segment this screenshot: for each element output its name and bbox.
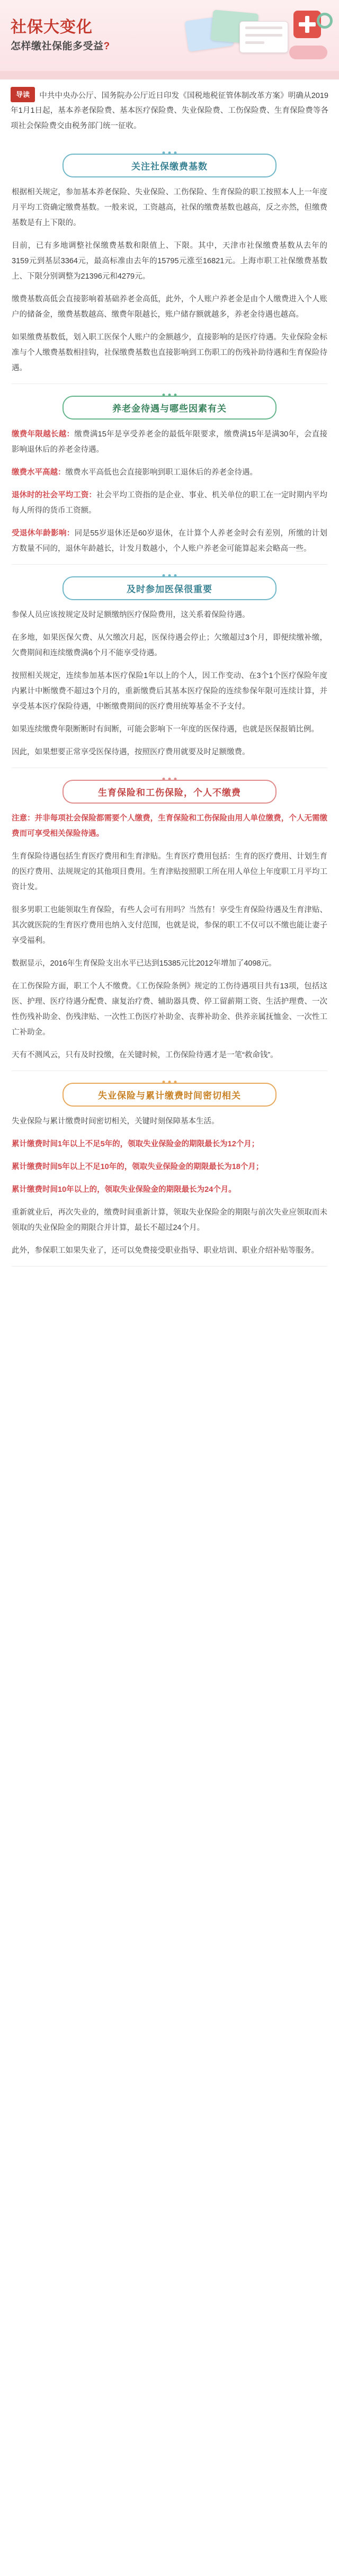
hero-banner: [0, 0, 339, 79]
paragraph: 很多男职工也能领取生育保险，有些人会可有用吗？当然有！享受生育保险待遇及生育津贴、其次就医院的生育医疗费用也纳入支付范围，也就是说，参保的职工不仅可以不缴也能让妻子享受福利。: [12, 905, 327, 945]
paragraph: 重新就业后，再次失业的，缴费时间重新计算，领取失业保险金的期限与前次失业应领取而未领取的失业保险金的期限合并计算，最长不超过24个月。: [12, 1208, 327, 1232]
section-divider: [12, 1266, 327, 1267]
lead-text: 中共中央办公厅、国务院办公厅近日印发《国税地税征管体制改革方案》明确从2019年1月1日起，基本养老保险费、基本医疗保险费、失业保险费、工伤保险费、生育保险费等各项社会保险费交由税务部门统一征收。: [11, 92, 328, 130]
section-heading-unemployment: [63, 1083, 276, 1107]
heading-dots-icon: [161, 1076, 179, 1086]
section-body-base: [0, 185, 339, 376]
paragraph: 目前，已有多地调整社保缴费基数和限值上、下限。其中，天津市社保缴费基数从去年的3159元到基层3364元，最高标准由去年的15795元涨至16821元。上海市职工社保缴费基数上、下限分别调整为21396元和4279元。: [12, 241, 327, 281]
section-maternity: [0, 769, 339, 1072]
pill-capsule-icon: [289, 46, 327, 59]
section-title: 失业保险与累计缴费时间密切相关: [63, 1083, 276, 1107]
section-heading-pension: [63, 396, 276, 420]
paragraph: 缴费水平高越：缴费水平高低也会直接影响到职工退休后的养老金待遇。: [12, 468, 257, 477]
paragraph: 在多地，如果医保欠费、从欠缴次月起，医保待遇会停止；欠缴超过3个月，即便续缴补缴，欠费期间和连续缴费满6个月不能享受待遇。: [12, 633, 327, 657]
paragraph: 退休时的社会平均工资：社会平均工资指的是企业、事业、机关单位的职工在一定时期内平均每人所得的货币工资额。: [12, 491, 328, 515]
paragraph: 如果缴费基数低，划入职工医保个人账户的金额越少，直接影响的是医疗待遇。失业保险金标准与个人缴费基数相挂钩，社保缴费基数也直接影响到工伤职工的伤残补助待遇和生育保险待遇。: [12, 333, 327, 372]
document-icon: [239, 21, 288, 53]
page-subtitle: [11, 38, 110, 52]
paragraph: 累计缴费时间10年以上的，领取失业保险金的期限最长为24个月。: [12, 1185, 236, 1194]
paragraph: 因此，如果想要正常享受医保待遇，按照医疗费用就要及时足额缴费。: [12, 747, 250, 756]
hero-illustration: [180, 0, 339, 79]
lead-tag: 导读: [11, 87, 35, 102]
section-title: 关注社保缴费基数: [63, 154, 276, 177]
section-body-pension: [0, 427, 339, 557]
paragraph: 受退休年龄影响：同是55岁退休还是60岁退休，在计算个人养老金时会有差别，所缴的计划方数量不同的，退休年龄越长，计发月数越小，个人账户养老金可能算起来会略高一些。: [12, 529, 328, 553]
paragraph: 在工伤保险方面，职工个人不缴费。《工伤保险条例》规定的工伤待遇项目共有13项，包括这医、护理、医疗待遇分配费、康复治疗费、辅助器具费、停工留薪期工资、生活护理费、一次性伤残补助金、伤残津贴、一次性工伤医疗补助金、丧葬补助金、供养亲属抚恤金、一次性工亡补助金。: [12, 982, 327, 1037]
paragraph: 累计缴费时间5年以上不足10年的，领取失业保险金的期限最长为18个月；: [12, 1162, 264, 1171]
paragraph: 根据相关规定，参加基本养老保险、失业保险、工伤保险、生育保险的职工按照本人上一年度月平均工资确定缴费基数。一般来说，工资越高，社保的缴费基数也越高，反之亦然，但缴费基数是有上下限的。: [12, 188, 327, 227]
heading-dots-icon: [161, 147, 179, 157]
heading-dots-icon: [161, 570, 179, 580]
paragraph: 按照相关规定，连续参加基本医疗保险1年以上的个人，因工作变动、在3个1个医疗保险年度内累计中断缴费不超过3个月的，重新缴费后其基本医疗保险的连续参保年限可连续计算，并享受基本医疗保险待遇，中断缴费期间的医疗费用统筹基金不予支付。: [12, 671, 327, 711]
paragraph: 如果连续缴费年限断断时有间断，可能会影响下一年度的医保待遇，也就是医保报销比例。: [12, 725, 319, 734]
medical-cross-icon: [293, 11, 321, 38]
article-page: [0, 0, 339, 1281]
section-heading-base: [63, 154, 276, 177]
article-sections: [0, 143, 339, 1268]
page-subtitle-text: 怎样缴社保能多受益: [11, 41, 104, 52]
paragraph: 生育保险待遇包括生育医疗费用和生育津贴。生育医疗费用包括：生育的医疗费用、计划生育的医疗费用、法规规定的其他项目费用。生育津贴按照职工所在用人单位上年度职工月平均工资计发。: [12, 852, 327, 892]
section-title: 生育保险和工伤保险，个人不缴费: [63, 780, 276, 804]
section-body-maternity: [0, 849, 339, 1063]
section-pension: [0, 385, 339, 566]
page-title: 社保大变化: [11, 19, 93, 36]
section-notice-maternity: 注意：并非每项社会保险都需要个人缴费，生育保险和工伤保险由用人单位缴费，个人无需缴费而可享受相关保险待遇。: [12, 814, 327, 838]
paragraph: 数据显示，2016年生育保险支出水平已达到15385元比2012年增加了4098元。: [12, 959, 276, 968]
section-title: 养老金待遇与哪些因素有关: [63, 396, 276, 420]
paragraph: 缴费年限越长越：缴费满15年是享受养老金的最低年限要求，缴费满15年是满30年，会直接影响退休后的养老金待遇。: [12, 430, 327, 454]
paragraph: 此外，参保职工如果失业了，还可以免费接受职业指导、职业培训、职业介绍补贴等服务。: [12, 1246, 319, 1255]
heading-dots-icon: [161, 773, 179, 783]
section-heading-medical: [63, 576, 276, 600]
heading-dots-icon: [161, 389, 179, 399]
section-body-medical: [0, 608, 339, 760]
paragraph: 天有不测风云，只有及时投缴，在关键时候，工伤保险待遇才是一笔“救命钱”。: [12, 1050, 278, 1059]
lead-paragraph: [0, 79, 339, 143]
hero-divider: [0, 71, 339, 79]
stethoscope-ring-icon: [317, 13, 333, 29]
paragraph: 缴费基数高低会直接影响着基础养老金高低，此外，个人账户养老金是由个人缴费进入个人账户的储备金，缴费基数越高、缴费年限越长，账户储存额就越多，养老金待遇也越高。: [12, 295, 327, 319]
section-body-unemployment: [0, 1114, 339, 1259]
section-heading-maternity: [63, 780, 276, 804]
section-medical: [0, 566, 339, 769]
paragraph: 累计缴费时间1年以上不足5年的，领取失业保险金的期限最长为12个月；: [12, 1139, 260, 1148]
paragraph: 失业保险与累计缴费时间密切相关，关键时刻保障基本生活。: [12, 1117, 219, 1126]
page-subtitle-mark: ?: [103, 41, 110, 52]
section-title: 及时参加医保很重要: [63, 576, 276, 600]
section-unemployment: [0, 1072, 339, 1268]
section-divider: [12, 564, 327, 565]
paragraph: 参保人员应该按规定及时足额缴纳医疗保险费用，这关系着保险待遇。: [12, 610, 250, 619]
section-base: [0, 143, 339, 385]
